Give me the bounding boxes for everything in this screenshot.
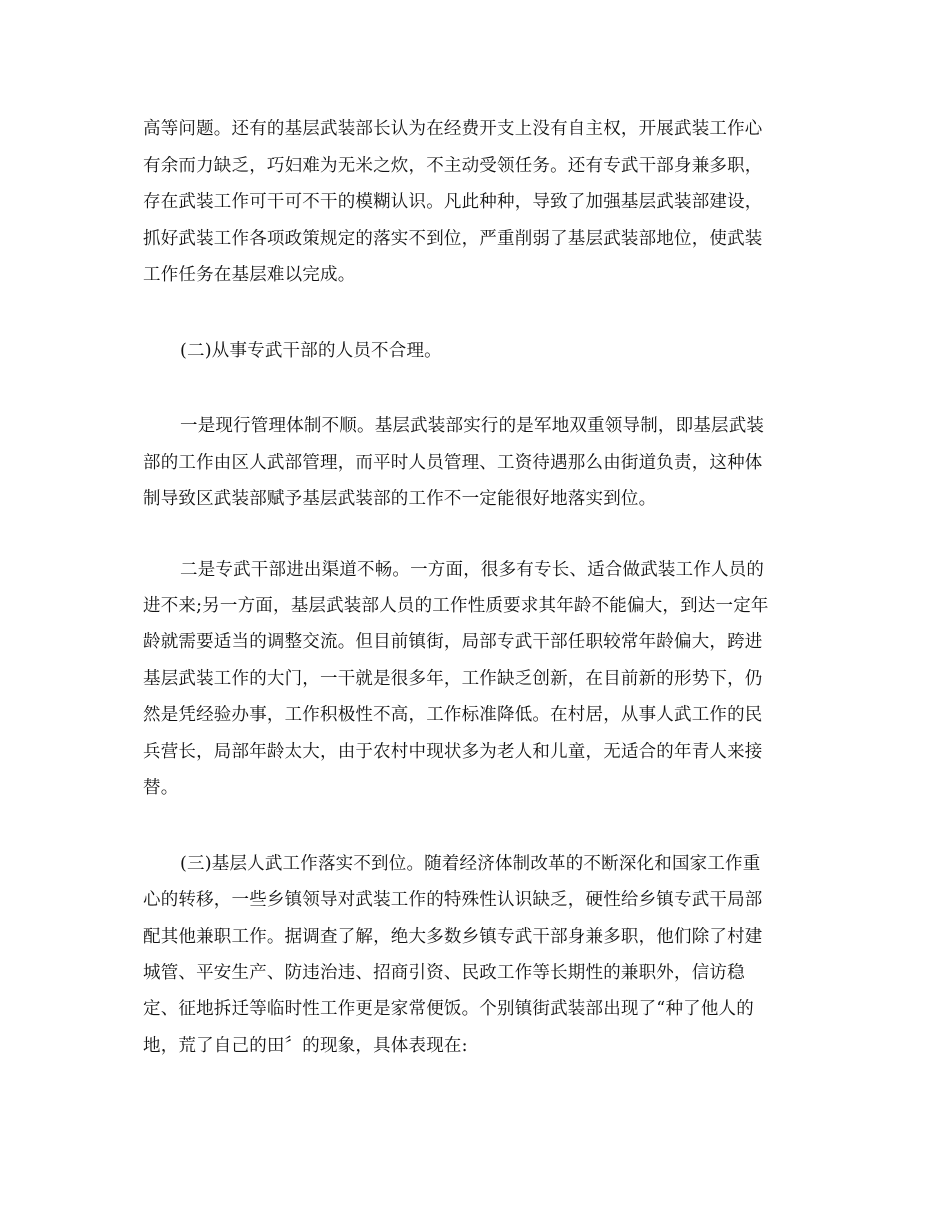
- text-line: 抓好武装工作各项政策规定的落实不到位，严重削弱了基层武装部地位，使武装: [143, 229, 763, 249]
- text-line: 龄就需要适当的调整交流。但目前镇街，局部专武干部任职较常年龄偏大，跨进: [143, 632, 763, 652]
- text-line: 心的转移，一些乡镇领导对武装工作的特殊性认识缺乏，硬性给乡镇专武干局部: [143, 890, 763, 910]
- text-line: 定、征地拆迁等临时性工作更是家常便饭。个别镇街武装部出现了“种了他人的: [143, 999, 754, 1019]
- text-line: 高等问题。还有的基层武装部长认为在经费开支上没有自主权，开展武装工作心: [143, 119, 763, 139]
- text-line: 一是现行管理体制不顺。基层武装部实行的是军地双重领导制，即基层武装: [180, 416, 765, 436]
- text-line: 兵营长，局部年龄太大，由于农村中现状多为老人和儿童，无适合的年青人来接: [143, 742, 763, 762]
- text-line: 制导致区武装部赋予基层武装部的工作不一定能很好地落实到位。: [143, 489, 657, 509]
- text-line: 部的工作由区人武部管理，而平时人员管理、工资待遇那么由街道负责，这种体: [143, 453, 763, 473]
- text-line: 有余而力缺乏，巧妇难为无米之炊，不主动受领任务。还有专武干部身兼多职，: [143, 156, 763, 176]
- text-line: 进不来;另一方面，基层武装部人员的工作性质要求其年龄不能偏大，到达一定年: [143, 596, 769, 616]
- text-line: 二是专武干部进出渠道不畅。一方面，很多有专长、适合做武装工作人员的: [180, 560, 765, 580]
- text-line: 然是凭经验办事，工作积极性不高，工作标准降低。在村居，从事人武工作的民: [143, 705, 763, 725]
- text-line: 基层武装工作的大门，一干就是很多年，工作缺乏创新，在目前新的形势下，仍: [143, 669, 763, 689]
- text-line: 地，荒了自己的田〞的现象，具体表现在:: [143, 1036, 468, 1056]
- text-line: (二)从事专武干部的人员不合理。: [180, 341, 442, 361]
- text-line: 城管、平安生产、防违治违、招商引资、民政工作等长期性的兼职外，信访稳: [143, 963, 745, 983]
- text-line: 存在武装工作可干可不干的模糊认识。凡此种种，导致了加强基层武装部建设，: [143, 192, 763, 212]
- text-line: (三)基层人武工作落实不到位。随着经济体制改革的不断深化和国家工作重: [180, 854, 761, 874]
- text-line: 配其他兼职工作。据调查了解，绝大多数乡镇专武干部身兼多职，他们除了村建: [143, 927, 763, 947]
- text-line: 工作任务在基层难以完成。: [143, 265, 356, 285]
- text-line: 替。: [143, 778, 179, 798]
